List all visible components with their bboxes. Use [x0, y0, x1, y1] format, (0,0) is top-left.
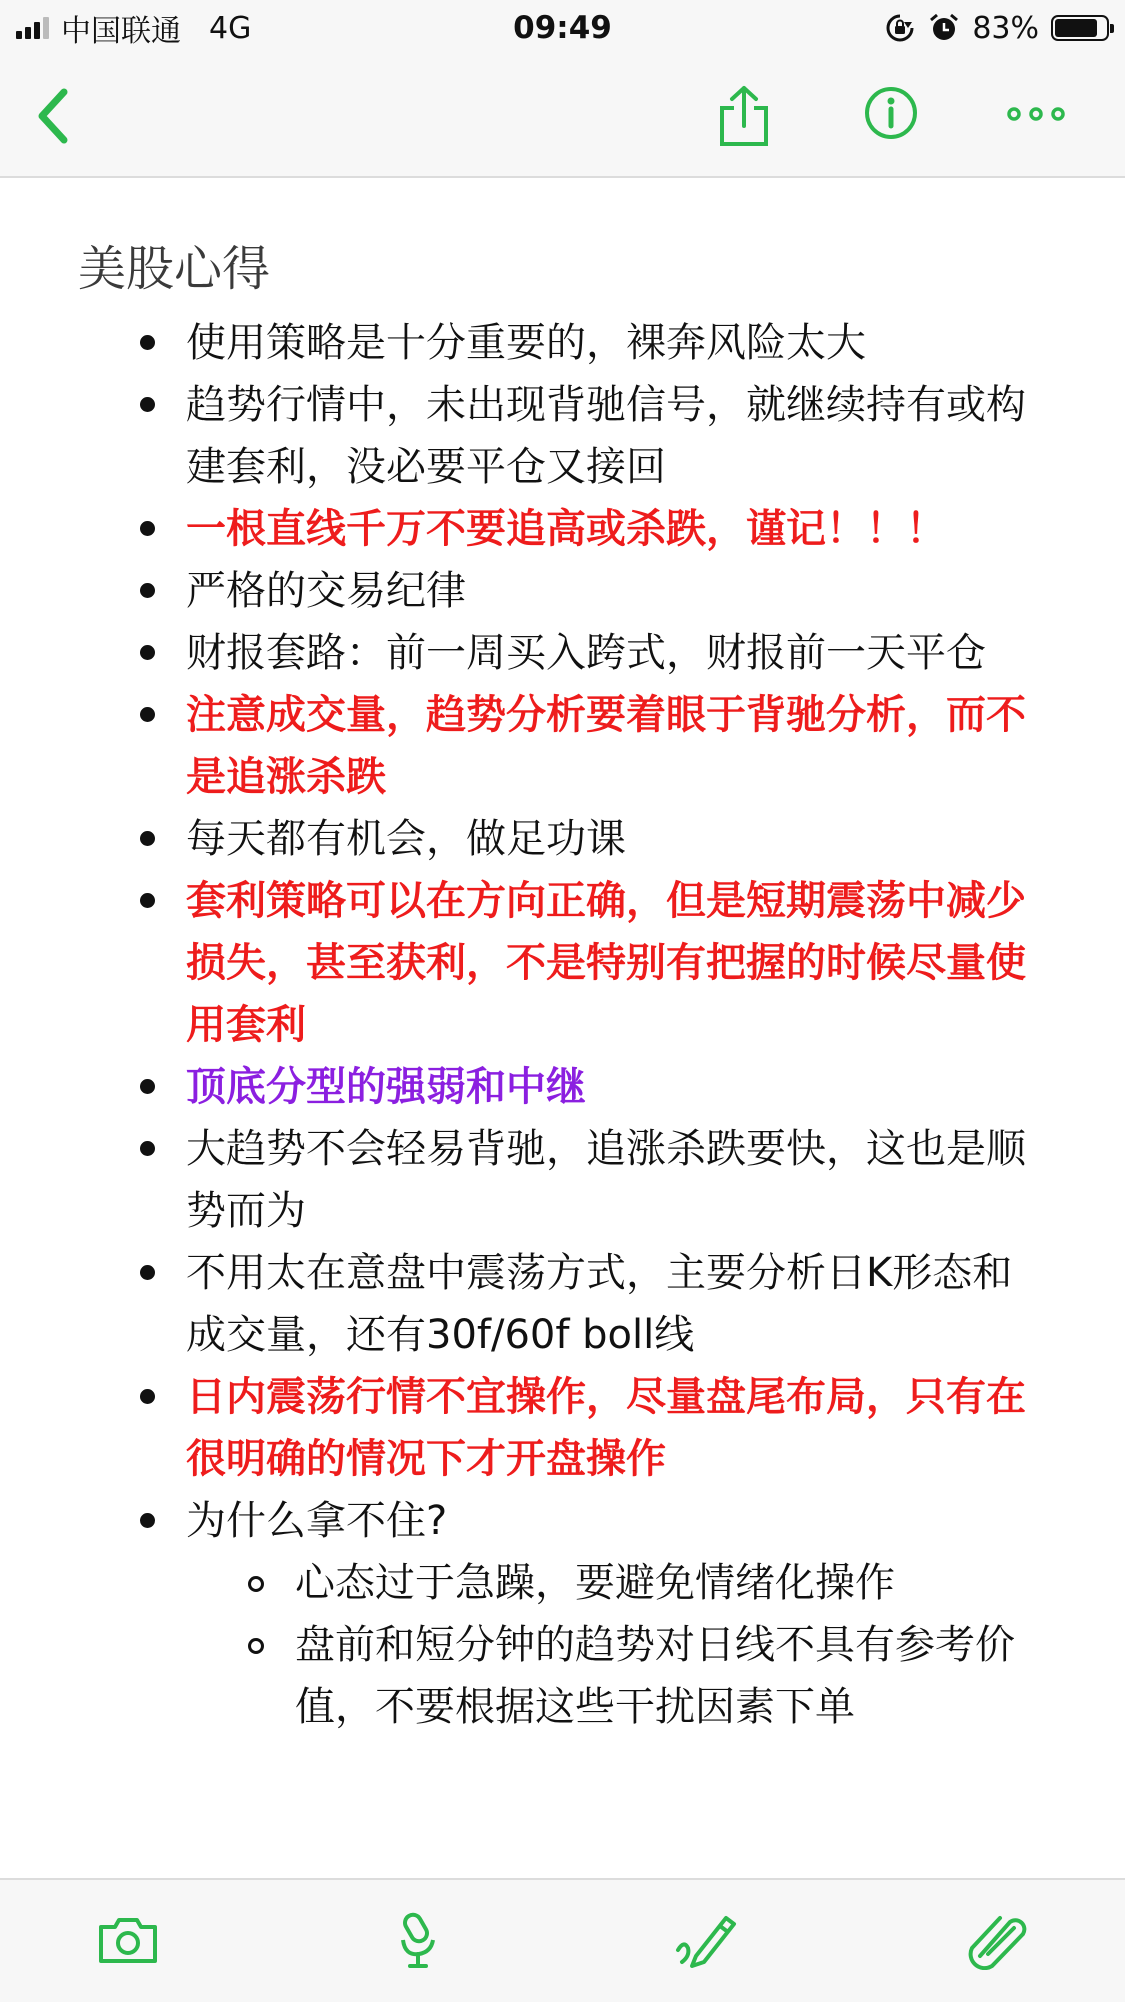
back-button[interactable] [22, 80, 82, 152]
note-bullet-list [0, 312, 1125, 1738]
network-type: 4G [209, 10, 252, 46]
note-bullet-item[interactable]: 日内震荡行情不宜操作，尽量盘尾布局，只有在很明确的情况下才开盘操作 [0, 1366, 1125, 1490]
camera-button[interactable] [94, 1908, 162, 1972]
note-content[interactable] [0, 178, 1125, 1878]
note-bullet-item-text[interactable]: 为什么拿不住? [186, 1498, 448, 1544]
note-sub-list [186, 1552, 1041, 1738]
note-sub-item[interactable]: 盘前和短分钟的趋势对日线不具有参考价值，不要根据这些干扰因素下单 [186, 1614, 1041, 1738]
info-icon [864, 86, 918, 140]
status-right [884, 8, 1109, 48]
note-bullet-item[interactable]: 不用太在意盘中震荡方式，主要分析日K形态和成交量，还有30f/60f boll线 [0, 1242, 1125, 1366]
note-bullet-item[interactable]: 趋势行情中，未出现背驰信号，就继续持有或构建套利，没必要平仓又接回 [0, 374, 1125, 498]
share-button[interactable] [712, 78, 776, 154]
status-bar [0, 0, 1125, 56]
note-bullet-item[interactable]: 一根直线千万不要追高或杀跌，谨记！！！ [0, 498, 1125, 560]
orientation-lock-icon [884, 12, 916, 44]
battery-percent: 83% [972, 10, 1039, 46]
handwriting-button[interactable] [672, 1908, 740, 1972]
note-bullet-item[interactable]: 注意成交量，趋势分析要着眼于背驰分析，而不是追涨杀跌 [0, 684, 1125, 808]
alarm-icon [928, 12, 960, 44]
note-sub-item[interactable]: 心态过于急躁，要避免情绪化操作 [186, 1552, 1041, 1614]
chevron-left-icon [32, 86, 72, 146]
note-bullet-item[interactable]: 大趋势不会轻易背驰，追涨杀跌要快，这也是顺势而为 [0, 1118, 1125, 1242]
share-icon [716, 84, 772, 148]
attachment-button[interactable] [964, 1908, 1032, 1972]
handwriting-pen-icon [674, 1910, 738, 1970]
note-bullet-item[interactable] [0, 1490, 1125, 1738]
battery-icon [1051, 15, 1109, 41]
battery-fill [1055, 19, 1097, 37]
camera-icon [97, 1915, 159, 1965]
paperclip-icon [966, 1910, 1030, 1970]
microphone-icon [393, 1910, 443, 1970]
note-bullet-item[interactable]: 使用策略是十分重要的，裸奔风险太大 [0, 312, 1125, 374]
note-title[interactable]: 美股心得 [78, 241, 271, 297]
info-button[interactable] [862, 84, 920, 142]
note-bullet-item[interactable]: 顶底分型的强弱和中继 [0, 1056, 1125, 1118]
more-button[interactable] [1004, 96, 1068, 132]
nav-bar [0, 56, 1125, 178]
bottom-toolbar [0, 1878, 1125, 2002]
note-bullet-item[interactable]: 严格的交易纪律 [0, 560, 1125, 622]
carrier-name: 中国联通 [61, 14, 181, 49]
more-icon [1006, 104, 1066, 124]
status-time: 09:49 [513, 10, 612, 46]
note-bullet-item[interactable]: 财报套路：前一周买入跨式，财报前一天平仓 [0, 622, 1125, 684]
note-bullet-item[interactable]: 套利策略可以在方向正确，但是短期震荡中减少损失，甚至获利，不是特别有把握的时候尽量使用套利 [0, 870, 1125, 1056]
note-bullet-item[interactable]: 每天都有机会，做足功课 [0, 808, 1125, 870]
voice-record-button[interactable] [384, 1908, 452, 1972]
